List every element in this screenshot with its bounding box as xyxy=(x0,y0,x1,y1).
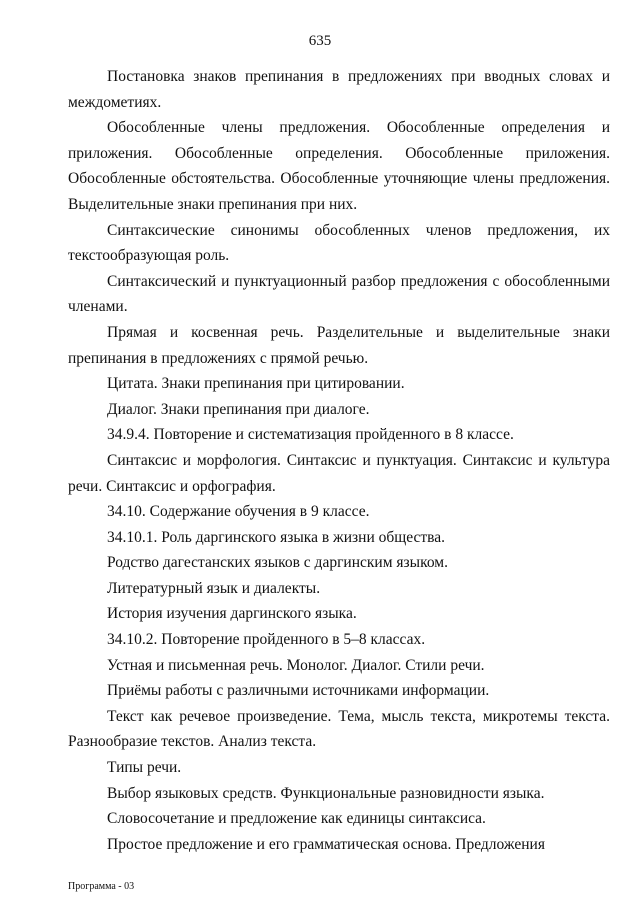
paragraph: Простое предложение и его грамматическая основа. Предложения xyxy=(107,835,545,853)
paragraph: Устная и письменная речь. Монолог. Диалог. Стили речи. xyxy=(107,656,485,674)
paragraph: Постановка знаков препинания в предложениях при вводных словах и междометиях. xyxy=(68,68,610,111)
section-heading: 34.10.1. Роль даргинского языка в жизни общества. xyxy=(107,528,446,546)
paragraph: Синтаксис и морфология. Синтаксис и пунктуация. Синтаксис и культура речи. Синтаксис и орфография. xyxy=(68,451,610,495)
footer-label: Программа - 03 xyxy=(68,881,135,892)
section-heading: 34.10. Содержание обучения в 9 классе. xyxy=(107,503,370,521)
paragraph: Диалог. Знаки препинания при диалоге. xyxy=(107,400,370,418)
section-heading: 34.10.2. Повторение пройденного в 5–8 классах. xyxy=(107,631,426,649)
paragraph: Цитата. Знаки препинания при цитировании. xyxy=(107,375,405,393)
paragraph: Типы речи. xyxy=(107,759,182,777)
section-heading: 34.9.4. Повторение и систематизация пройденного в 8 классе. xyxy=(107,426,514,444)
paragraph: Синтаксические синонимы обособленных членов предложения, их текстообразующая роль. xyxy=(68,221,610,265)
paragraph: Синтаксический и пунктуационный разбор предложения с обособленными членами. xyxy=(68,272,610,316)
paragraph: Приёмы работы с различными источниками информации. xyxy=(107,682,490,700)
paragraph: Обособленные члены предложения. Обособленные определения и приложения. Обособленные определения. Обособленные приложения. Обособленные обстоятельства. Обособленные уточняющие члены предложения. Выделительные знаки препинания при них. xyxy=(68,119,610,213)
paragraph: Словосочетание и предложение как единицы синтаксиса. xyxy=(107,810,486,828)
paragraph: История изучения даргинского языка. xyxy=(107,605,357,623)
paragraph: Прямая и косвенная речь. Разделительные и выделительные знаки препинания в предложениях с прямой речью. xyxy=(68,323,610,367)
paragraph: Текст как речевое произведение. Тема, мысль текста, микротемы текста. Разнообразие текстов. Анализ текста. xyxy=(68,707,610,751)
page-number: 635 xyxy=(308,33,332,49)
document-body xyxy=(68,64,610,857)
paragraph: Выбор языковых средств. Функциональные разновидности языка. xyxy=(107,784,545,802)
paragraph: Родство дагестанских языков с даргинским языком. xyxy=(107,554,448,572)
paragraph: Литературный язык и диалекты. xyxy=(107,579,321,597)
